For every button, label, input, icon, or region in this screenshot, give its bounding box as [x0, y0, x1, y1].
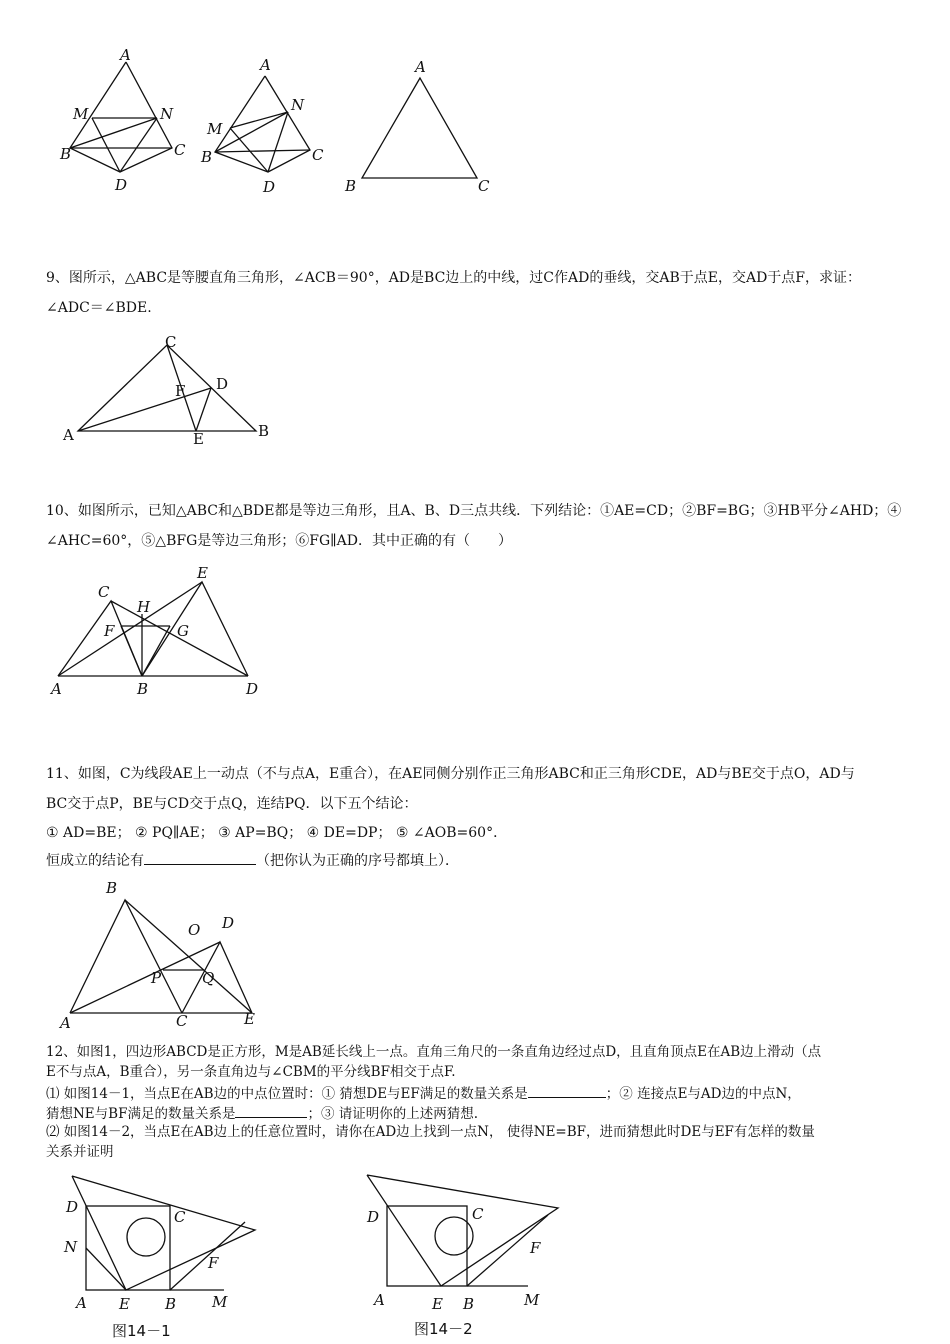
q12-text-line3-prefix: ⑴ 如图14－1，当点E在AB边的中点位置时：① 猜想DE与EF满足的数量关系是	[46, 1086, 528, 1102]
q11-text-line1: 11、如图，C为线段AE上一动点（不与点A，E重合），在AE同侧分别作正三角形ABC和正三角形CDE，AD与BE交于点O，AD与	[46, 766, 855, 782]
q8-fig1-label-A: A	[120, 46, 131, 64]
q12-fig2-label-C: C	[472, 1205, 484, 1223]
q12-fig1-label-E: E	[119, 1295, 130, 1313]
q8-fig2-label-M: M	[207, 120, 223, 138]
q10-label-D: D	[246, 680, 259, 698]
q11-label-A: A	[60, 1014, 71, 1032]
q9-label-D: D	[216, 375, 229, 393]
q11-text-line2: BC交于点P，BE与CD交于点Q，连结PQ．以下五个结论：	[46, 796, 418, 812]
q12-text-line1: 12、如图1，四边形ABCD是正方形，M是AB延长线上一点。直角三角尺的一条直角边经过点D，且直角顶点E在AB边上滑动（点	[46, 1044, 822, 1060]
q12-fig1-label-A: A	[76, 1294, 87, 1312]
q11-label-D: D	[222, 914, 235, 932]
q11-text-line3: ① AD=BE； ② PQ∥AE； ③ AP=BQ； ④ DE=DP； ⑤ ∠AOB=60°．	[46, 825, 508, 841]
q8-fig1-label-N: N	[160, 105, 174, 123]
q9-label-C: C	[165, 333, 177, 351]
q10-label-A: A	[51, 680, 62, 698]
q8-fig2-label-D: D	[263, 178, 276, 196]
q8-fig1-label-C: C	[174, 141, 186, 159]
q12-fig1-label-F: F	[208, 1254, 219, 1272]
q12-fig2-label-D: D	[367, 1208, 380, 1226]
q12-text-line4-prefix: 猜想NE与BF满足的数量关系是	[46, 1106, 236, 1122]
q12-fig1-label-D: D	[66, 1198, 79, 1216]
q12-fig2-label-F: F	[530, 1239, 541, 1257]
q9-label-A: A	[63, 426, 74, 444]
q12-fig1-caption: 图14－1	[112, 1322, 171, 1340]
q9-label-F: F	[175, 382, 186, 400]
q12-text-line3-suffix: ；② 连接点E与AD边的中点N，	[605, 1086, 801, 1102]
q12-fig1-label-C: C	[174, 1208, 186, 1226]
q12-text-line5: ⑵ 如图14－2，当点E在AB边上的任意位置时，请你在AD边上找到一点N， 使得NE=BF，进而猜想此时DE与EF有怎样的数量	[46, 1124, 815, 1140]
q8-fig2-label-A: A	[260, 56, 271, 74]
q11-text-line4-suffix: （把你认为正确的序号都填上）．	[256, 853, 459, 869]
q11-label-C: C	[176, 1012, 188, 1030]
q12-fig1-label-N: N	[64, 1238, 78, 1256]
q8-fig1-label-D: D	[115, 176, 128, 194]
q10-label-B: B	[137, 680, 149, 698]
q12-text-line6: 关系并证明	[46, 1144, 114, 1160]
q12-text-line4-suffix: ；③ 请证明你的上述两猜想.	[307, 1106, 479, 1122]
q8-fig3-label-B: B	[345, 177, 357, 195]
q9-text-line2: ∠ADC＝∠BDE.	[46, 300, 152, 316]
q10-label-E: E	[197, 564, 208, 582]
q11-label-E: E	[244, 1010, 255, 1028]
q12-text-line2: E不与点A，B重合），另一条直角边与∠CBM的平分线BF相交于点F.	[46, 1064, 456, 1080]
q8-fig3-label-C: C	[478, 177, 490, 195]
q12-fig2-label-B: B	[463, 1295, 475, 1313]
q9-label-B: B	[258, 422, 270, 440]
q12-fig2-label-M: M	[524, 1291, 540, 1309]
q10-text-line2: ∠AHC=60°，⑤△BFG是等边三角形；⑥FG∥AD．其中正确的有（ ）	[46, 533, 512, 549]
q12-fig2-label-A: A	[374, 1291, 385, 1309]
q11-text-line4-prefix: 恒成立的结论有	[46, 853, 144, 869]
q9-text-line1: 9、图所示，△ABC是等腰直角三角形，∠ACB＝90°，AD是BC边上的中线，过C作AD的垂线，交AB于点E，交AD于点F，求证：	[46, 270, 862, 286]
q12-fig2-caption: 图14－2	[414, 1320, 473, 1338]
q8-fig2-label-N: N	[291, 96, 305, 114]
q10-label-C: C	[98, 583, 110, 601]
q11-label-O: O	[188, 921, 201, 939]
q11-label-P: P	[151, 969, 162, 987]
q8-fig3-label-A: A	[415, 58, 426, 76]
q10-label-G: G	[177, 622, 189, 640]
q10-label-H: H	[137, 598, 151, 616]
q10-text-line1: 10、如图所示，已知△ABC和△BDE都是等边三角形，且A、B、D三点共线．下列结论：①AE=CD；②BF=BG；③HB平分∠AHD；④	[46, 503, 902, 519]
q11-label-B: B	[106, 879, 118, 897]
q10-label-F: F	[104, 622, 115, 640]
q8-fig1-label-M: M	[73, 105, 89, 123]
q12-fig1-label-M: M	[212, 1293, 228, 1311]
q9-label-E: E	[193, 430, 204, 448]
q8-fig2-label-B: B	[201, 148, 213, 166]
q8-fig2-label-C: C	[312, 146, 324, 164]
q12-fig1-label-B: B	[165, 1295, 177, 1313]
q12-fig2-label-E: E	[432, 1295, 443, 1313]
q8-fig1-label-B: B	[60, 145, 72, 163]
q11-label-Q: Q	[202, 969, 215, 987]
